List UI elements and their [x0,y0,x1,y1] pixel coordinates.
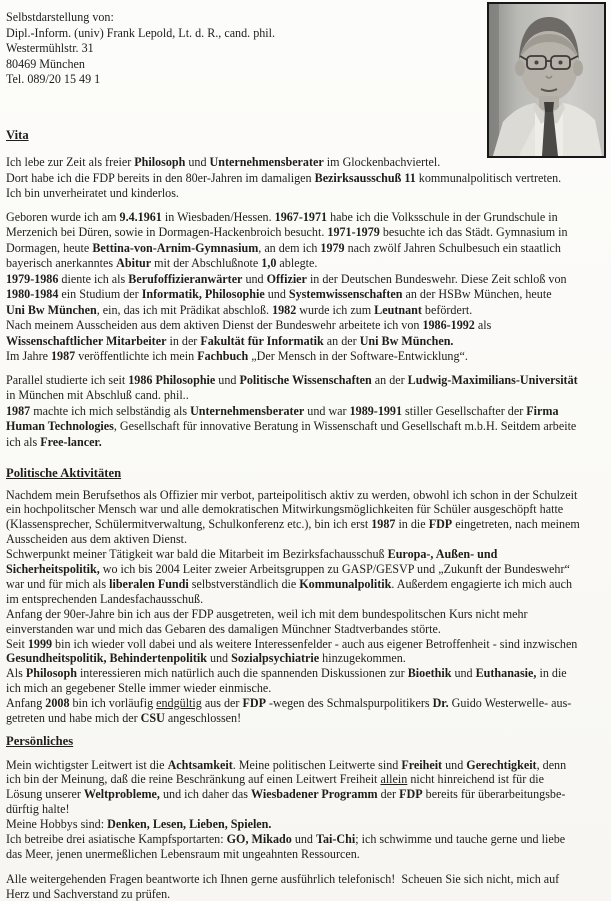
bold-text: FDP [399,787,423,802]
text-run: Alle weitergehenden Fragen beantworte ich Ihnen gerne ausführlich telefonisch! Scheuen Sie sich nicht, mich auf [6,871,560,886]
text-run: stiller Gesellschafter der [402,403,527,418]
text-run: Geboren wurde ich am [6,209,120,224]
text-line [6,532,607,547]
bold-text: Philosoph [25,666,77,681]
text-line [6,651,607,666]
text-run: in die [395,517,429,532]
bold-text: 1980-1984 [6,287,59,301]
text-run: nach zwölf Jahren Schulbesuch ein staatlich [344,240,561,255]
text-line [6,637,607,652]
sections [6,128,607,862]
text-run: ablegte. [276,256,318,270]
text-run: wo ich bis 2004 Leiter zweier Arbeitsgruppen zu GASP/GESVP und „Zukunft der Bundeswehr“ [99,562,570,577]
text-run: war und für mich als [6,576,110,591]
text-run: aus der [201,696,243,711]
text-run: bereits für überarbeitungsbe- [422,787,566,802]
bold-text: 1971-1979 [327,225,380,239]
bold-text: Philosoph [134,155,186,169]
bold-text: Wissenschaftlicher Mitarbeiter [6,333,167,348]
bold-text: Ludwig-Maximilians-Universität [407,372,578,387]
text-line [6,787,607,802]
text-run: der [377,787,400,802]
text-line [6,681,607,696]
text-run: besuchte ich das Städt. Gymnasium in [379,225,568,239]
bold-text: Systemwissenschaften [288,287,403,301]
underlined-text: endgültig [156,696,202,711]
text-line [6,802,607,817]
paragraph [6,155,607,202]
bold-text: Weltprobleme, [83,787,160,802]
text-run: Anfang [6,696,46,711]
bold-text: Dr. [432,696,449,711]
text-run: in die [536,666,567,681]
text-run: Guido Westerwelle- aus- [448,696,572,711]
text-run: bayerisch anerkanntes [6,256,117,270]
text-run: Seit [6,636,28,651]
text-line [6,517,607,532]
text-run: ich mich an gegebener Stelle immer wieder einmische. [6,681,272,696]
section-vita [6,128,607,451]
text-run: befördert. [421,302,473,317]
text-run: Dipl.-Inform. (univ) Frank Lepold, Lt. d. R., cand. phil. [6,25,276,40]
text-run: und [206,651,232,666]
text-run: Merzenich bei Düren, sowie in Dormagen-Hackenbroich besucht. [6,225,328,239]
text-run: nicht hinreichend ist für die [407,772,545,787]
text-run: Schwerpunkt meiner Tätigkeit war bald die Mitarbeit im Bezirksfachausschuß [6,547,388,562]
text-line [6,404,607,420]
paragraph [6,758,607,862]
text-run: , an dem ich [258,240,321,255]
bold-text: Unternehmensberater [209,155,324,169]
text-run: das Meer, jenen unermeßlichen Lebensraum mit ungeahnten Ressourcen. [6,846,360,861]
text-run: Ich lebe zur Zeit als freier [6,155,135,169]
bold-text: Offizier [266,271,307,286]
bold-text: 1986 Philosophie [128,372,216,387]
bold-text: und [474,547,498,562]
bold-text: Europa-, Außen- [387,547,475,562]
text-line [6,303,607,319]
bold-text: 1979 [320,240,345,255]
text-run: ich als [6,434,41,449]
bold-text: 1999 [27,636,53,651]
section-politische-aktivitäten [6,466,607,726]
text-line [6,772,607,787]
text-run: als [474,318,492,332]
portrait-photo-graphic [489,4,604,156]
text-run: Nach meinem Ausscheiden aus dem aktiven Dienst der Bundeswehr arbeitete ich von [6,318,423,332]
bold-text: CSU [140,711,165,726]
text-run: Meine Hobbys sind: [6,817,108,832]
text-run: (Klassensprecher, Schülermitverwaltung, Schulkonferenz etc.), bin ich erst [6,517,372,532]
paragraph [6,210,607,365]
bold-text: liberalen Fundi [109,576,189,591]
text-line [6,607,607,622]
text-run: Ich bin unverheiratet und kinderlos. [6,186,179,200]
bold-text: Uni Bw München [6,302,97,317]
text-line [6,872,607,887]
text-run: selbstverständlich die [188,576,300,591]
text-line [6,666,607,681]
bold-text: 1986-1992 [422,318,475,332]
text-line [6,349,607,365]
text-run: , ein, das ich mit Prädikat abschloß. [96,302,273,317]
text-run: Herz und Sachverstand zu prüfen. [6,886,171,901]
text-run: Mein wichtigster Leitwert ist die [6,757,168,772]
text-run: und [291,832,316,847]
text-run: 80469 München [6,56,85,71]
text-line [6,334,607,350]
text-run: ein hochpolitscher Mensch war und alle demokratischen Mitwirkungsmöglichkeiten für Schüler ausgeschöpft hatte [6,502,564,517]
bold-text: Euthanasie, [475,666,537,681]
text-run: ich bin der Meinung, daß die reine Beschränkung auf einen Leitwert Freiheit [6,772,381,787]
bold-text: 1967-1971 [274,209,328,224]
bold-text: FDP [428,517,453,532]
text-run: „Der Mensch in der Software-Entwicklung“. [248,349,468,363]
text-line [6,622,607,637]
text-run: und [451,666,476,681]
text-run: an der [371,372,408,387]
bold-text: Politische Wissenschaften [239,372,372,387]
bold-text: Denken, Lesen, Lieben, Spielen. [107,817,272,832]
text-line [6,388,607,404]
paragraph [6,488,607,727]
text-line [6,225,607,241]
text-run: . Außerdem engagierte ich mich auch [391,576,572,591]
text-run: interessieren mich natürlich auch die spannenden Diskussionen zur [76,666,408,681]
text-line [6,502,607,517]
bold-text: Unternehmensberater [190,403,305,418]
paragraph [6,373,607,451]
text-run: und ich daher das [159,787,251,802]
bold-text: Human Technologies [6,419,114,433]
text-run: bin ich wieder voll dabei und als weitere Interessenfelder - auch aus eigener Betroffenheit - sind inzwischen [52,636,578,651]
text-run: diente ich als [58,271,129,286]
text-line [6,817,607,832]
text-run: Im Jahre [6,349,51,363]
text-run: , denn [536,757,567,772]
bold-text: 1987 [51,349,76,363]
bold-text: 2008 [45,696,70,711]
text-run: veröffentlichte ich mein [75,349,198,363]
bold-text: Berufoffizieranwärter [128,271,243,286]
bold-text: Firma [526,403,559,418]
section-title: Persönliches [6,734,74,748]
text-run: bin ich vorläufig [69,696,157,711]
text-run: Nachdem mein Berufsethos als Offizier mir verbot, parteipolitisch aktiv zu werden, obwohl ich schon in der Schulzeit [6,487,578,502]
bold-text: Free-lancer. [40,434,102,449]
text-line [6,832,607,847]
text-run: an der [323,333,360,348]
text-line [6,758,607,773]
text-run: einverstanden war und mich das Gebaren des damaligen Münchner Stadtverbandes störte. [6,621,441,636]
bold-text: Sozialpsychiatrie [231,651,320,666]
text-run: -wegen des Schmalspurpolitikers [265,696,433,711]
text-line [6,272,607,288]
bold-text: 1989-1991 [349,403,403,418]
text-run: ein Studium der [58,287,142,301]
bold-text: 1987 [6,403,31,418]
text-run: in Wiesbaden/Hessen. [161,209,275,224]
bold-text: Fakultät für Informatik [200,333,324,348]
text-run: Lösung unserer [6,787,84,802]
bold-text: Kommunalpolitik [299,576,392,591]
section-title: Politische Aktivitäten [6,466,122,480]
text-run: mit der Abschlußnote [151,256,262,270]
bold-text: FDP [242,696,266,711]
text-line [6,592,607,607]
text-run: Anfang der 90er-Jahre bin ich aus der FDP ausgetreten, weil ich mit dem bundespolitschen Kurs nicht mehr [6,606,528,621]
bold-text: 1979-1986 [6,271,59,286]
text-line [6,562,607,577]
text-line [6,577,607,592]
text-line [6,171,607,187]
text-run: im entsprechenden Landesfachausschuß. [6,591,204,606]
text-run: machte ich mich selbständig als [30,403,191,418]
text-run: wurde ich zum [296,302,375,317]
text-run: Dort habe ich die FDP bereits in den 80er-Jahren im damaligen [6,170,315,185]
text-run: und [442,757,467,772]
text-run: Tel. 089/20 15 49 1 [6,72,101,86]
text-run: und [185,155,210,169]
text-run: . Meine politischen Leitwerte sind [232,757,402,772]
bold-text: 1987 [371,517,396,532]
text-run: in der [166,333,201,348]
text-run: habe ich die Volksschule in der Grundschule in [327,209,558,224]
portrait-photo [487,2,606,158]
bold-text: Gerechtigkeit [466,757,537,772]
bold-text: Wiesbadener Programm [250,787,378,802]
bold-text: Bettina-von-Arnim-Gymnasium [92,240,259,255]
text-line [6,318,607,334]
text-line [6,547,607,562]
text-line [6,210,607,226]
text-line [6,419,607,435]
bold-text: Achtsamkeit [167,757,233,772]
text-line [6,488,607,503]
bold-text: 1,0 [261,256,277,270]
text-run: Als [6,666,26,681]
text-run: getreten und habe mich der [6,711,141,726]
text-run: Westermühlstr. 31 [6,41,94,55]
text-line [6,241,607,257]
text-line [6,887,607,902]
text-run: kommunalpolitisch vertreten. [415,170,562,185]
text-run: angeschlossen! [164,711,242,726]
bold-text: Bezirksausschuß 11 [314,170,416,185]
bold-text: Leutnant [374,302,422,317]
underlined-text: allein [380,772,408,787]
bold-text: Informatik, Philosophie [141,287,265,301]
text-run: dürftig halte! [6,802,70,817]
text-line [6,256,607,272]
text-run: und [264,287,289,301]
bold-text: Bioethik [407,666,452,681]
bold-text: GO, Mikado [226,832,292,847]
bold-text: Sicherheitspolitik, [6,562,100,577]
text-line [6,186,607,202]
text-run: und [242,271,267,286]
text-run: an der HSBw München, heute [402,287,552,301]
text-line [6,373,607,389]
bold-text: Gesundheitspolitik, Behindertenpolitik [6,651,207,666]
text-line [6,711,607,726]
text-run: , Gesellschaft für innovative Beratung in Wissenschaft und Gesellschaft m.b.H. Seitdem arbeite [113,419,577,433]
text-line [6,287,607,303]
section-title: Vita [6,127,29,142]
section-persönliches [6,734,607,862]
closing-paragraph [6,872,607,902]
text-run: eingetreten, nach meinem [452,517,580,532]
text-run: und war [304,403,350,418]
bold-text: 9.4.1961 [119,209,162,224]
text-run: Ausscheiden aus dem aktiven Dienst. [6,532,188,547]
text-line [6,435,607,451]
text-run: Selbstdarstellung von: [6,10,114,24]
text-run: Dormagen, heute [6,240,93,255]
text-line [6,847,607,862]
text-run: hinzugekommen. [319,651,406,666]
text-run: im Glockenbachviertel. [323,155,441,169]
bold-text: Abitur [116,256,152,270]
bold-text: Fachbuch [197,349,249,363]
bold-text: Tai-Chi [316,832,356,847]
bold-text: 1982 [272,302,297,317]
text-run: und [215,372,240,387]
text-run: Parallel studierte ich seit [6,372,129,387]
bold-text: Uni Bw München. [359,333,454,348]
text-run: Ich betreibe drei asiatische Kampfsportarten: [6,832,227,847]
text-line [6,696,607,711]
text-run: in der Deutschen Bundeswehr. Diese Zeit schloß von [306,271,567,286]
bold-text: Freiheit [401,757,443,772]
text-run: in München mit Abschluß cand. phil.. [6,388,189,402]
text-run: ; ich schwimme und tauche gerne und liebe [355,832,566,847]
